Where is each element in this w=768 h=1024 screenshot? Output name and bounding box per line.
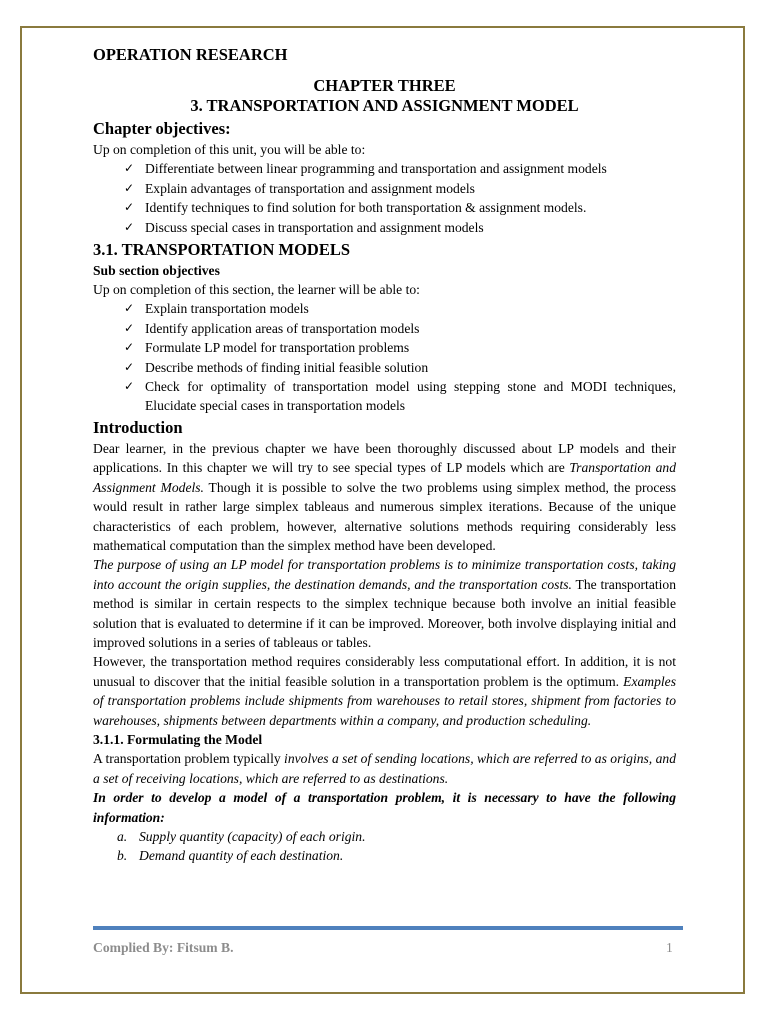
section-objective-text: Formulate LP model for transportation problems — [145, 340, 410, 356]
chapter-title: 3. TRANSPORTATION AND ASSIGNMENT MODEL — [190, 96, 579, 115]
objective-item — [124, 218, 676, 237]
section-objective-text: Describe methods of finding initial feasible solution — [145, 359, 429, 375]
objective-item — [124, 179, 676, 198]
check-mark-icon: ✓ — [124, 219, 135, 234]
required-information-item: a. Supply quantity (capacity) of each origin. — [117, 829, 366, 844]
page-content — [93, 44, 676, 866]
required-information-list — [93, 827, 676, 866]
section-objective-text: Check for optimality of transportation model using stepping stone and MODI techniques, Elucidate special cases in transportation models — [145, 379, 676, 414]
objective-text: Differentiate between linear programming and transportation and assignment models — [145, 161, 607, 177]
check-mark-icon: ✓ — [124, 161, 135, 176]
introduction-paragraph-2: The purpose of using an LP model for transportation problems is to minimize transportation costs, taking into account the origin supplies, the destination demands, and the transportation costs. The transportation method is similar in certain respects to the simplex technique because both involve an initial feasible solution that is evaluated to determine if it can be improved. Moreover, both involve displaying initial and improved solutions in a series of tableaus or tables. — [93, 557, 676, 650]
objectives-intro: Up on completion of this unit, you will be able to: — [93, 142, 366, 157]
check-mark-icon: ✓ — [124, 200, 135, 215]
check-mark-icon: ✓ — [124, 340, 135, 355]
page-number: 1 — [666, 940, 673, 955]
check-mark-icon: ✓ — [124, 320, 135, 335]
section-objective-item — [124, 338, 676, 357]
section-objective-item — [124, 319, 676, 338]
check-mark-icon: ✓ — [124, 379, 135, 394]
section-objective-text: Explain transportation models — [145, 301, 309, 317]
objectives-heading: Chapter objectives: — [93, 119, 231, 138]
objective-text: Discuss special cases in transportation and assignment models — [145, 219, 484, 235]
check-mark-icon: ✓ — [124, 359, 135, 374]
introduction-paragraph-1: Dear learner, in the previous chapter we have been thoroughly discussed about LP models and their applications. In this chapter we will try to see special types of LP models which are Transportation and Assignment Models. Though it is possible to solve the two problems using simplex method, the process would result in rather large simplex tableaus and numerous simplex iterations. Because of the unique characteristics of each problem, however, alternative solutions methods requiring considerably less mathematical computation than the simplex method have been developed. — [93, 440, 676, 553]
page — [20, 26, 745, 994]
sub-section-heading: Sub section objectives — [93, 263, 220, 279]
objective-item — [124, 198, 676, 217]
footer-author: Complied By: Fitsum B. — [93, 940, 234, 955]
section-objective-item — [124, 358, 676, 377]
section-objective-item — [124, 377, 676, 416]
formulating-paragraph-1: A transportation problem typically involves a set of sending locations, which are referred to as origins, and a set of receiving locations, which are referred to as destinations. — [93, 751, 676, 786]
section-heading: 3.1. TRANSPORTATION MODELS — [93, 240, 351, 260]
introduction-heading: Introduction — [93, 417, 183, 437]
subsection-heading: 3.1.1. Formulating the Model — [93, 731, 263, 747]
objective-item — [124, 159, 676, 178]
section-objective-item — [124, 299, 676, 318]
objective-text: Identify techniques to find solution for both transportation & assignment models. — [145, 200, 587, 216]
section-intro: Up on completion of this section, the learner will be able to: — [93, 282, 420, 298]
section-objective-text: Identify application areas of transportation models — [145, 320, 420, 336]
check-mark-icon: ✓ — [124, 301, 135, 316]
footer-divider — [93, 926, 683, 930]
introduction-paragraph-3: However, the transportation method requires considerably less computational effort. In addition, it is not unusual to discover that the initial feasible solution in a transportation problem is the optimum. Examples of transportation problems include shipments from warehouses to retail stores, shipment from factories to warehouses, shipments between departments within a company, and production scheduling. — [93, 654, 676, 728]
formulating-paragraph-2: In order to develop a model of a transportation problem, it is necessary to have the following information: — [93, 790, 676, 825]
check-mark-icon: ✓ — [124, 180, 135, 195]
objectives-list — [93, 159, 676, 237]
section-objectives-list — [93, 299, 676, 415]
chapter-number: CHAPTER THREE — [313, 76, 456, 95]
objective-text: Explain advantages of transportation and assignment models — [145, 180, 475, 196]
document-title: OPERATION RESEARCH — [93, 45, 288, 64]
required-information-item: b. Demand quantity of each destination. — [117, 848, 344, 864]
